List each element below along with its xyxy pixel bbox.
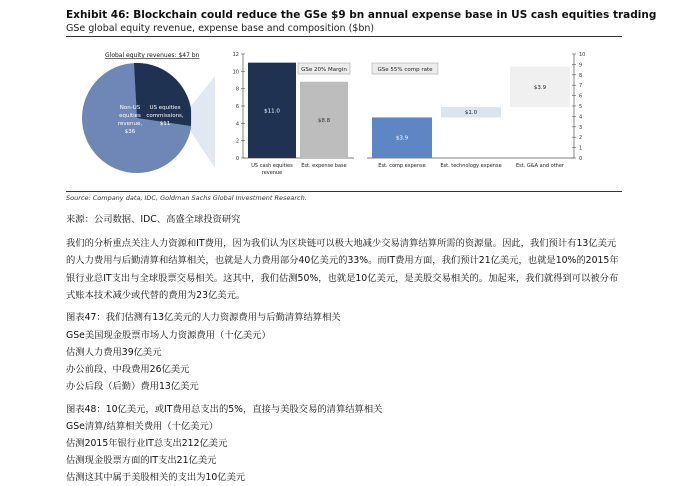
wf-label-tech: $1.0 [464, 110, 478, 117]
bar1-ytick-label-0: 0 [235, 156, 239, 162]
wf-ytick-label-0: 0 [579, 156, 583, 162]
pie-label-us-1: US equities [149, 105, 181, 111]
wf-ytick-label-4: 4 [579, 114, 583, 121]
wf-ytick-label-1: 1 [579, 145, 583, 152]
wf-ytick-label-2: 2 [579, 135, 583, 142]
source-cn: 来源：公司数据、IDC、高盛全球投资研究 [66, 214, 241, 225]
bar1-ytick-label-4: 8 [235, 86, 239, 93]
pie-chart [82, 52, 215, 173]
pie-label-non-us-4: $36 [124, 129, 136, 135]
wf-ytick-label-7: 7 [579, 83, 583, 90]
bar1-ytick-label-6: 12 [232, 52, 239, 58]
analysis-paragraph: 我们的分析重点关注人力资源和IT费用，因为我们认为区块链可以极大地减少交易清算结算所需的资源量。因此，我们预计有13亿美元的人力费用与后勤清算和结算相关，也就是人力费用部分40亿美元的33%。而IT费用方面，我们预计21亿美元，也就是10%的2015年银行业总IT支出与全球股票交易相关。这其中，我们估测50%，也就是10亿美元，是美股交易相关的。加起来，我们就得到可以被分布式账本技术减少或代替的费用为23亿美元。 [66, 238, 619, 301]
wf-xtick-0: Est. comp expense [378, 163, 426, 169]
divider-bottom [66, 191, 622, 192]
fig48-line-4: 估测这其中属于美股相关的支出为10亿美元 [66, 472, 246, 483]
wf-ytick-label-3: 3 [579, 124, 583, 131]
pie-title: Global equity revenues: $47 bn [105, 52, 200, 59]
fig47-line-2: 估测人力费用39亿美元 [66, 347, 162, 358]
fig47-line-3: 办公前段、中段费用26亿美元 [66, 364, 190, 375]
bar-label-revenue: $11.0 [264, 108, 280, 115]
exhibit-subtitle: GSe global equity revenue, expense base and composition ($bn) [66, 23, 375, 34]
wf-ytick-label-6: 6 [579, 93, 583, 100]
wf-xtick-1: Est. technology expense [440, 163, 502, 169]
source-note: Source: Company data, IDC, Goldman Sachs Global Investment Research. [66, 194, 307, 202]
pie-label-non-us-2: equities [119, 113, 141, 119]
bar1-ytick-label-3: 6 [235, 104, 239, 110]
bar-chart-revenue [233, 52, 354, 176]
exhibit-title: Exhibit 46: Blockchain could reduce the GSe $9 bn annual expense base in US cash equities trading [66, 9, 657, 21]
fig48-line-1: GSe清算/结算相关费用（十亿美元） [66, 421, 219, 432]
bar1-ytick-label-5: 10 [232, 69, 239, 76]
pie-label-non-us-1: Non-US [119, 105, 141, 111]
bar-label-expense: $8.8 [317, 117, 331, 124]
bar1-xtick-1: Est. expense base [301, 163, 347, 169]
fig48-line-2: 估测2015年银行业IT总支出212亿美元 [66, 438, 228, 449]
bar1-ytick-label-1: 2 [235, 138, 239, 145]
waterfall-chart [367, 52, 585, 169]
wf-label-comp: $3.9 [395, 135, 409, 142]
fig48-title: 图表48：10亿美元，或IT费用总支出的5%，直接与美股交易的清算结算相关 [66, 404, 383, 415]
margin-annotation: GSe 20% Margin [301, 67, 347, 73]
pie-connector [191, 76, 215, 168]
wf-xtick-2: Est. G&A and other [515, 163, 565, 169]
bar1-xtick-0-b: revenue [261, 170, 283, 176]
wf-ytick-label-10: 10 [579, 52, 586, 58]
fig48-line-3: 估测现金股票方面的IT支出21亿美元 [66, 455, 217, 466]
bar1-ytick-label-2: 4 [235, 121, 239, 128]
fig47-line-4: 办公后段（后勤）费用13亿美元 [66, 381, 199, 392]
fig47-title: 图表47：我们估测有13亿美元的人力资源费用与后勤清算结算相关 [66, 312, 341, 323]
wf-ytick-label-8: 8 [579, 72, 583, 79]
bar1-xtick-0-a: US cash equities [251, 163, 293, 169]
wf-ytick-label-5: 5 [579, 104, 583, 110]
divider-top [66, 36, 622, 37]
pie-label-us-2: commissions, [146, 113, 184, 119]
pie-label-us-3: $11 [159, 121, 171, 127]
wf-label-ga: $3.9 [533, 84, 547, 91]
wf-ytick-label-9: 9 [579, 62, 583, 69]
exhibit-chart [60, 40, 620, 190]
pie-label-non-us-3: revenue, [117, 121, 143, 127]
fig47-line-1: GSe美国现金股票市场人力资源费用（十亿美元） [66, 330, 271, 341]
comp-annotation: GSe 55% comp rate [377, 67, 433, 73]
